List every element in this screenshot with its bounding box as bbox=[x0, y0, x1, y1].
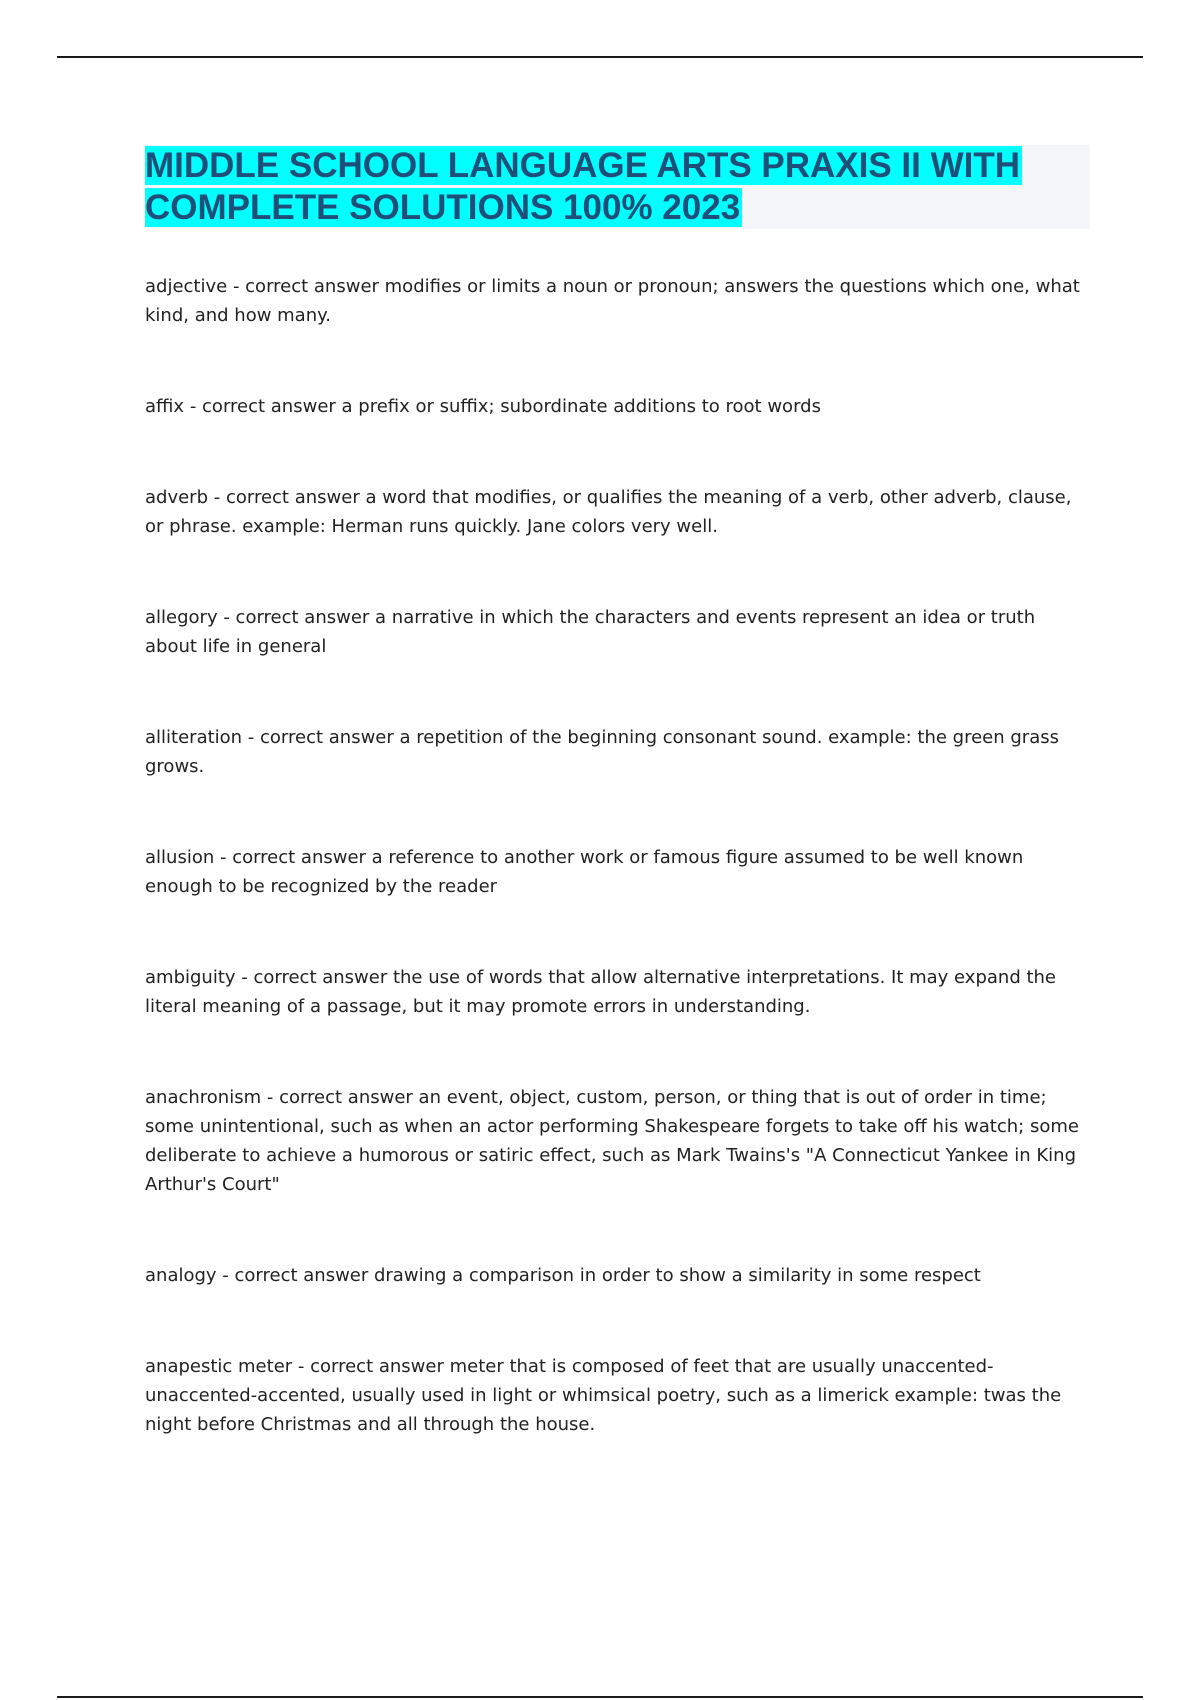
entry-definition: a repetition of the beginning consonant sound. example: the green grass grows. bbox=[145, 727, 1059, 777]
entry-separator: - correct answer bbox=[227, 276, 385, 297]
entry-term: anachronism bbox=[145, 1087, 262, 1108]
entry-definition: the use of words that allow alternative interpretations. It may expand the literal meaning of a passage, but it may promote errors in understanding. bbox=[145, 967, 1057, 1017]
entry-separator: - correct answer bbox=[217, 607, 376, 628]
entry-term: analogy bbox=[145, 1265, 217, 1286]
header-rule bbox=[57, 56, 1143, 58]
flashcard-entry bbox=[145, 843, 1090, 901]
flashcard-entry bbox=[145, 483, 1090, 541]
entry-term: allusion bbox=[145, 847, 215, 868]
entry-definition: modifies or limits a noun or pronoun; answers the questions which one, what kind, and how many. bbox=[145, 276, 1080, 326]
entry-term: affix bbox=[145, 396, 185, 417]
entry-separator: - correct answer bbox=[235, 967, 393, 988]
entry-separator: - correct answer bbox=[216, 1265, 374, 1286]
entry-term: anapestic meter bbox=[145, 1356, 293, 1377]
flashcard-entry bbox=[145, 1261, 1090, 1290]
entry-term: adjective bbox=[145, 276, 228, 297]
entry-term: allegory bbox=[145, 607, 218, 628]
title-highlight: MIDDLE SCHOOL LANGUAGE ARTS PRAXIS II WITH COMPLETE SOLUTIONS 100% 2023 bbox=[145, 146, 1021, 227]
entry-separator: - correct answer bbox=[261, 1087, 419, 1108]
flashcard-entry bbox=[145, 392, 1090, 421]
entry-term: alliteration bbox=[145, 727, 243, 748]
title-block bbox=[145, 145, 1090, 229]
entry-separator: - correct answer bbox=[292, 1356, 450, 1377]
flashcard-entry bbox=[145, 1083, 1090, 1199]
flashcard-entry bbox=[145, 272, 1090, 330]
entry-separator: - correct answer bbox=[242, 727, 400, 748]
entry-definition: a reference to another work or famous figure assumed to be well known enough to be recognized by the reader bbox=[145, 847, 1024, 897]
entry-separator: - correct answer bbox=[184, 396, 342, 417]
flashcard-entry bbox=[145, 1352, 1090, 1439]
footer-rule bbox=[57, 1696, 1143, 1698]
entry-definition: drawing a comparison in order to show a similarity in some respect bbox=[373, 1265, 981, 1286]
entry-term: adverb bbox=[145, 487, 209, 508]
entry-definition: a word that modifies, or qualifies the meaning of a verb, other adverb, clause, or phrase. example: Herman runs quickly. Jane colors very well. bbox=[145, 487, 1072, 537]
entry-definition: an event, object, custom, person, or thing that is out of order in time; some unintentional, such as when an actor performing Shakespeare forgets to take off his watch; some deliberate to achieve a humorous or satiric effect, such as Mark Twains's "A Connecticut Yankee in King Arthur's Court" bbox=[145, 1087, 1079, 1195]
flashcard-entry bbox=[145, 963, 1090, 1021]
entry-definition: a narrative in which the characters and events represent an idea or truth about life in general bbox=[145, 607, 1036, 657]
entry-separator: - correct answer bbox=[208, 487, 366, 508]
entry-separator: - correct answer bbox=[214, 847, 372, 868]
entry-term: ambiguity bbox=[145, 967, 236, 988]
flashcard-entry bbox=[145, 603, 1090, 661]
document-title bbox=[145, 145, 1090, 229]
entry-definition: a prefix or suffix; subordinate additions to root words bbox=[341, 396, 821, 417]
entry-definition: meter that is composed of feet that are usually unaccented-unaccented-accented, usually used in light or whimsical poetry, such as a limerick example: twas the night before Christmas and all through the house. bbox=[145, 1356, 1062, 1435]
flashcard-list bbox=[145, 272, 1090, 1439]
flashcard-entry bbox=[145, 723, 1090, 781]
